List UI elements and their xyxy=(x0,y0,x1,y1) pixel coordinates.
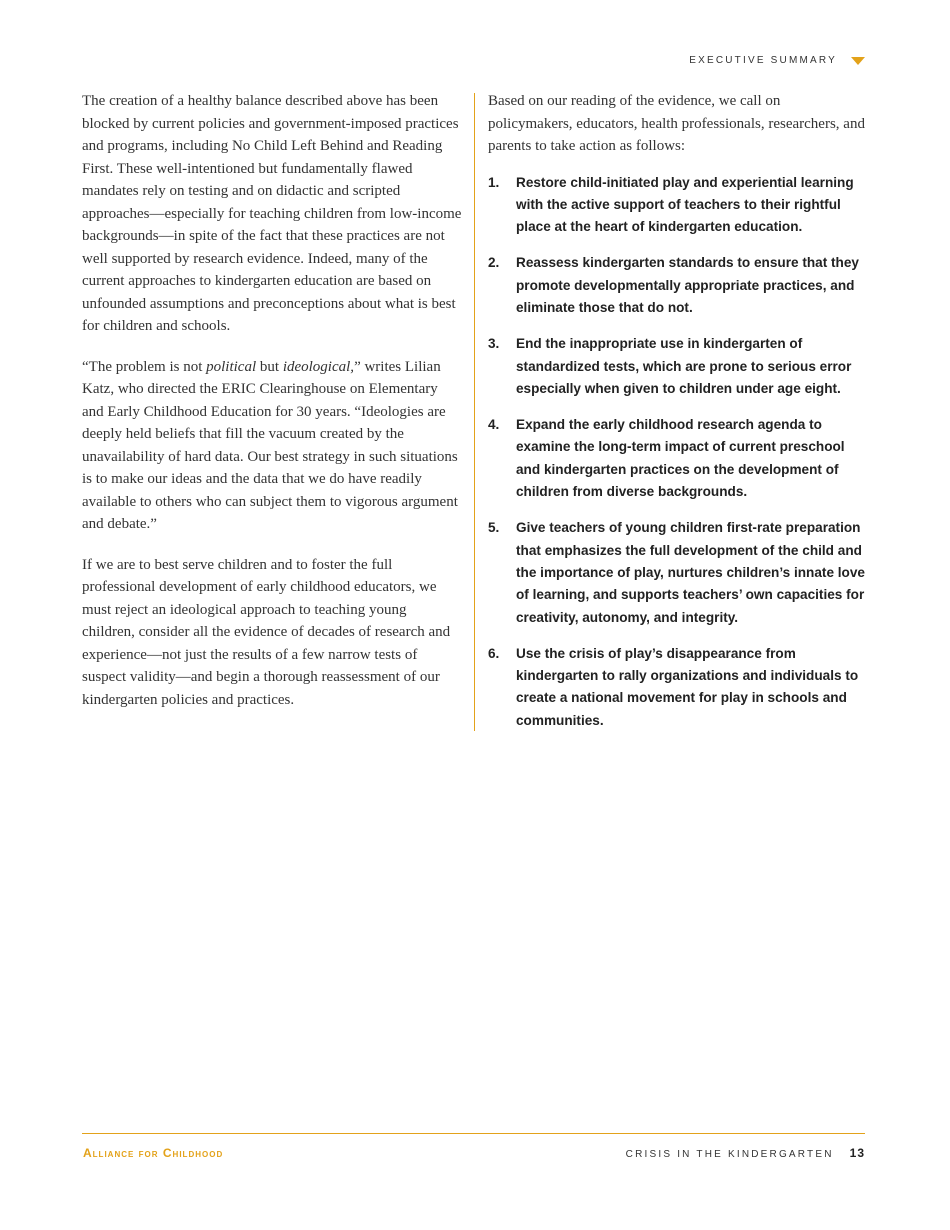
page-number: 13 xyxy=(849,1146,865,1160)
right-column xyxy=(488,90,868,746)
column-divider xyxy=(474,93,475,731)
paragraph-1: The creation of a healthy balance described above has been blocked by current policies and government-imposed practices and programs, including No Child Left Behind and Reading First. These well-intentioned but fundamentally flawed mandates rely on testing and on didactic and scripted approaches—especially for teaching children from low-income backgrounds—in spite of the fact that these practices are not well supported by research evidence. Indeed, many of the current approaches to kindergarten education are based on unfounded assumptions and preconceptions about what is best for children and schools. xyxy=(82,93,462,334)
list-item xyxy=(488,252,868,319)
item-text: Restore child-initiated play and experiential learning with the active support of teachers to their rightful place at the heart of kindergarten education. xyxy=(516,174,854,235)
emphasis-ideological: ideological, xyxy=(282,358,355,375)
item-text: End the inappropriate use in kindergarten of standardized tests, which are prone to serious error especially when given to children under age eight. xyxy=(516,336,852,396)
paragraph-3: If we are to best serve children and to foster the full professional development of early childhood educators, we must reject an ideological approach to teaching young children, consider all the evidence of decades of research and experience—not just the results of a few narrow tests of suspect validity—and begin a thorough reassessment of our kindergarten policies and practices. xyxy=(82,556,451,708)
list-item xyxy=(488,643,868,732)
section-title: EXECUTIVE SUMMARY xyxy=(689,55,837,66)
item-number: 1. xyxy=(488,174,500,190)
list-item xyxy=(488,414,868,503)
left-column xyxy=(82,90,462,729)
footer-rule xyxy=(82,1133,865,1134)
item-number: 3. xyxy=(488,336,500,352)
item-number: 5. xyxy=(488,520,500,536)
item-number: 4. xyxy=(488,417,500,433)
list-item xyxy=(488,517,868,628)
action-list xyxy=(488,172,868,733)
item-number: 6. xyxy=(488,645,500,661)
item-text: Give teachers of young children first-rate preparation that emphasizes the full development of the child and the importance of play, nurtures children’s innate love of learning, and supports teachers’ own capacities for creativity, autonomy, and integrity. xyxy=(516,520,865,625)
publication-title: CRISIS IN THE KINDERGARTEN xyxy=(625,1149,834,1160)
footer-right xyxy=(626,1146,865,1160)
running-head xyxy=(689,55,865,66)
list-item xyxy=(488,172,868,239)
list-item xyxy=(488,333,868,400)
item-text: Expand the early childhood research agenda to examine the long-term impact of current preschool and kindergarten practices on the development of children from diverse backgrounds. xyxy=(516,417,845,500)
intro-paragraph: Based on our reading of the evidence, we call on policymakers, educators, health professionals, researchers, and parents to take action as follows: xyxy=(488,93,865,154)
item-number: 2. xyxy=(488,255,500,271)
emphasis-political: political xyxy=(206,358,257,375)
footer-org: Alliance for Childhood xyxy=(83,1146,224,1160)
paragraph-2: “The problem is not political but ideological,” writes Lilian Katz, who directed the ERIC Clearinghouse on Elementary and Early Childhood Education for 30 years. “Ideologies are deeply held beliefs that fill the vacuum created by the unavailability of hard data. Our best strategy in such situations is to make our ideas and the data that we do have readily available to others who can subject them to vigorous argument and debate.” xyxy=(82,358,458,532)
triangle-marker-icon xyxy=(851,57,865,65)
item-text: Use the crisis of play’s disappearance from kindergarten to rally organizations and individuals to create a national movement for play in schools and communities. xyxy=(516,645,859,728)
item-text: Reassess kindergarten standards to ensure that they promote developmentally appropriate practices, and eliminate those that do not. xyxy=(516,255,859,315)
